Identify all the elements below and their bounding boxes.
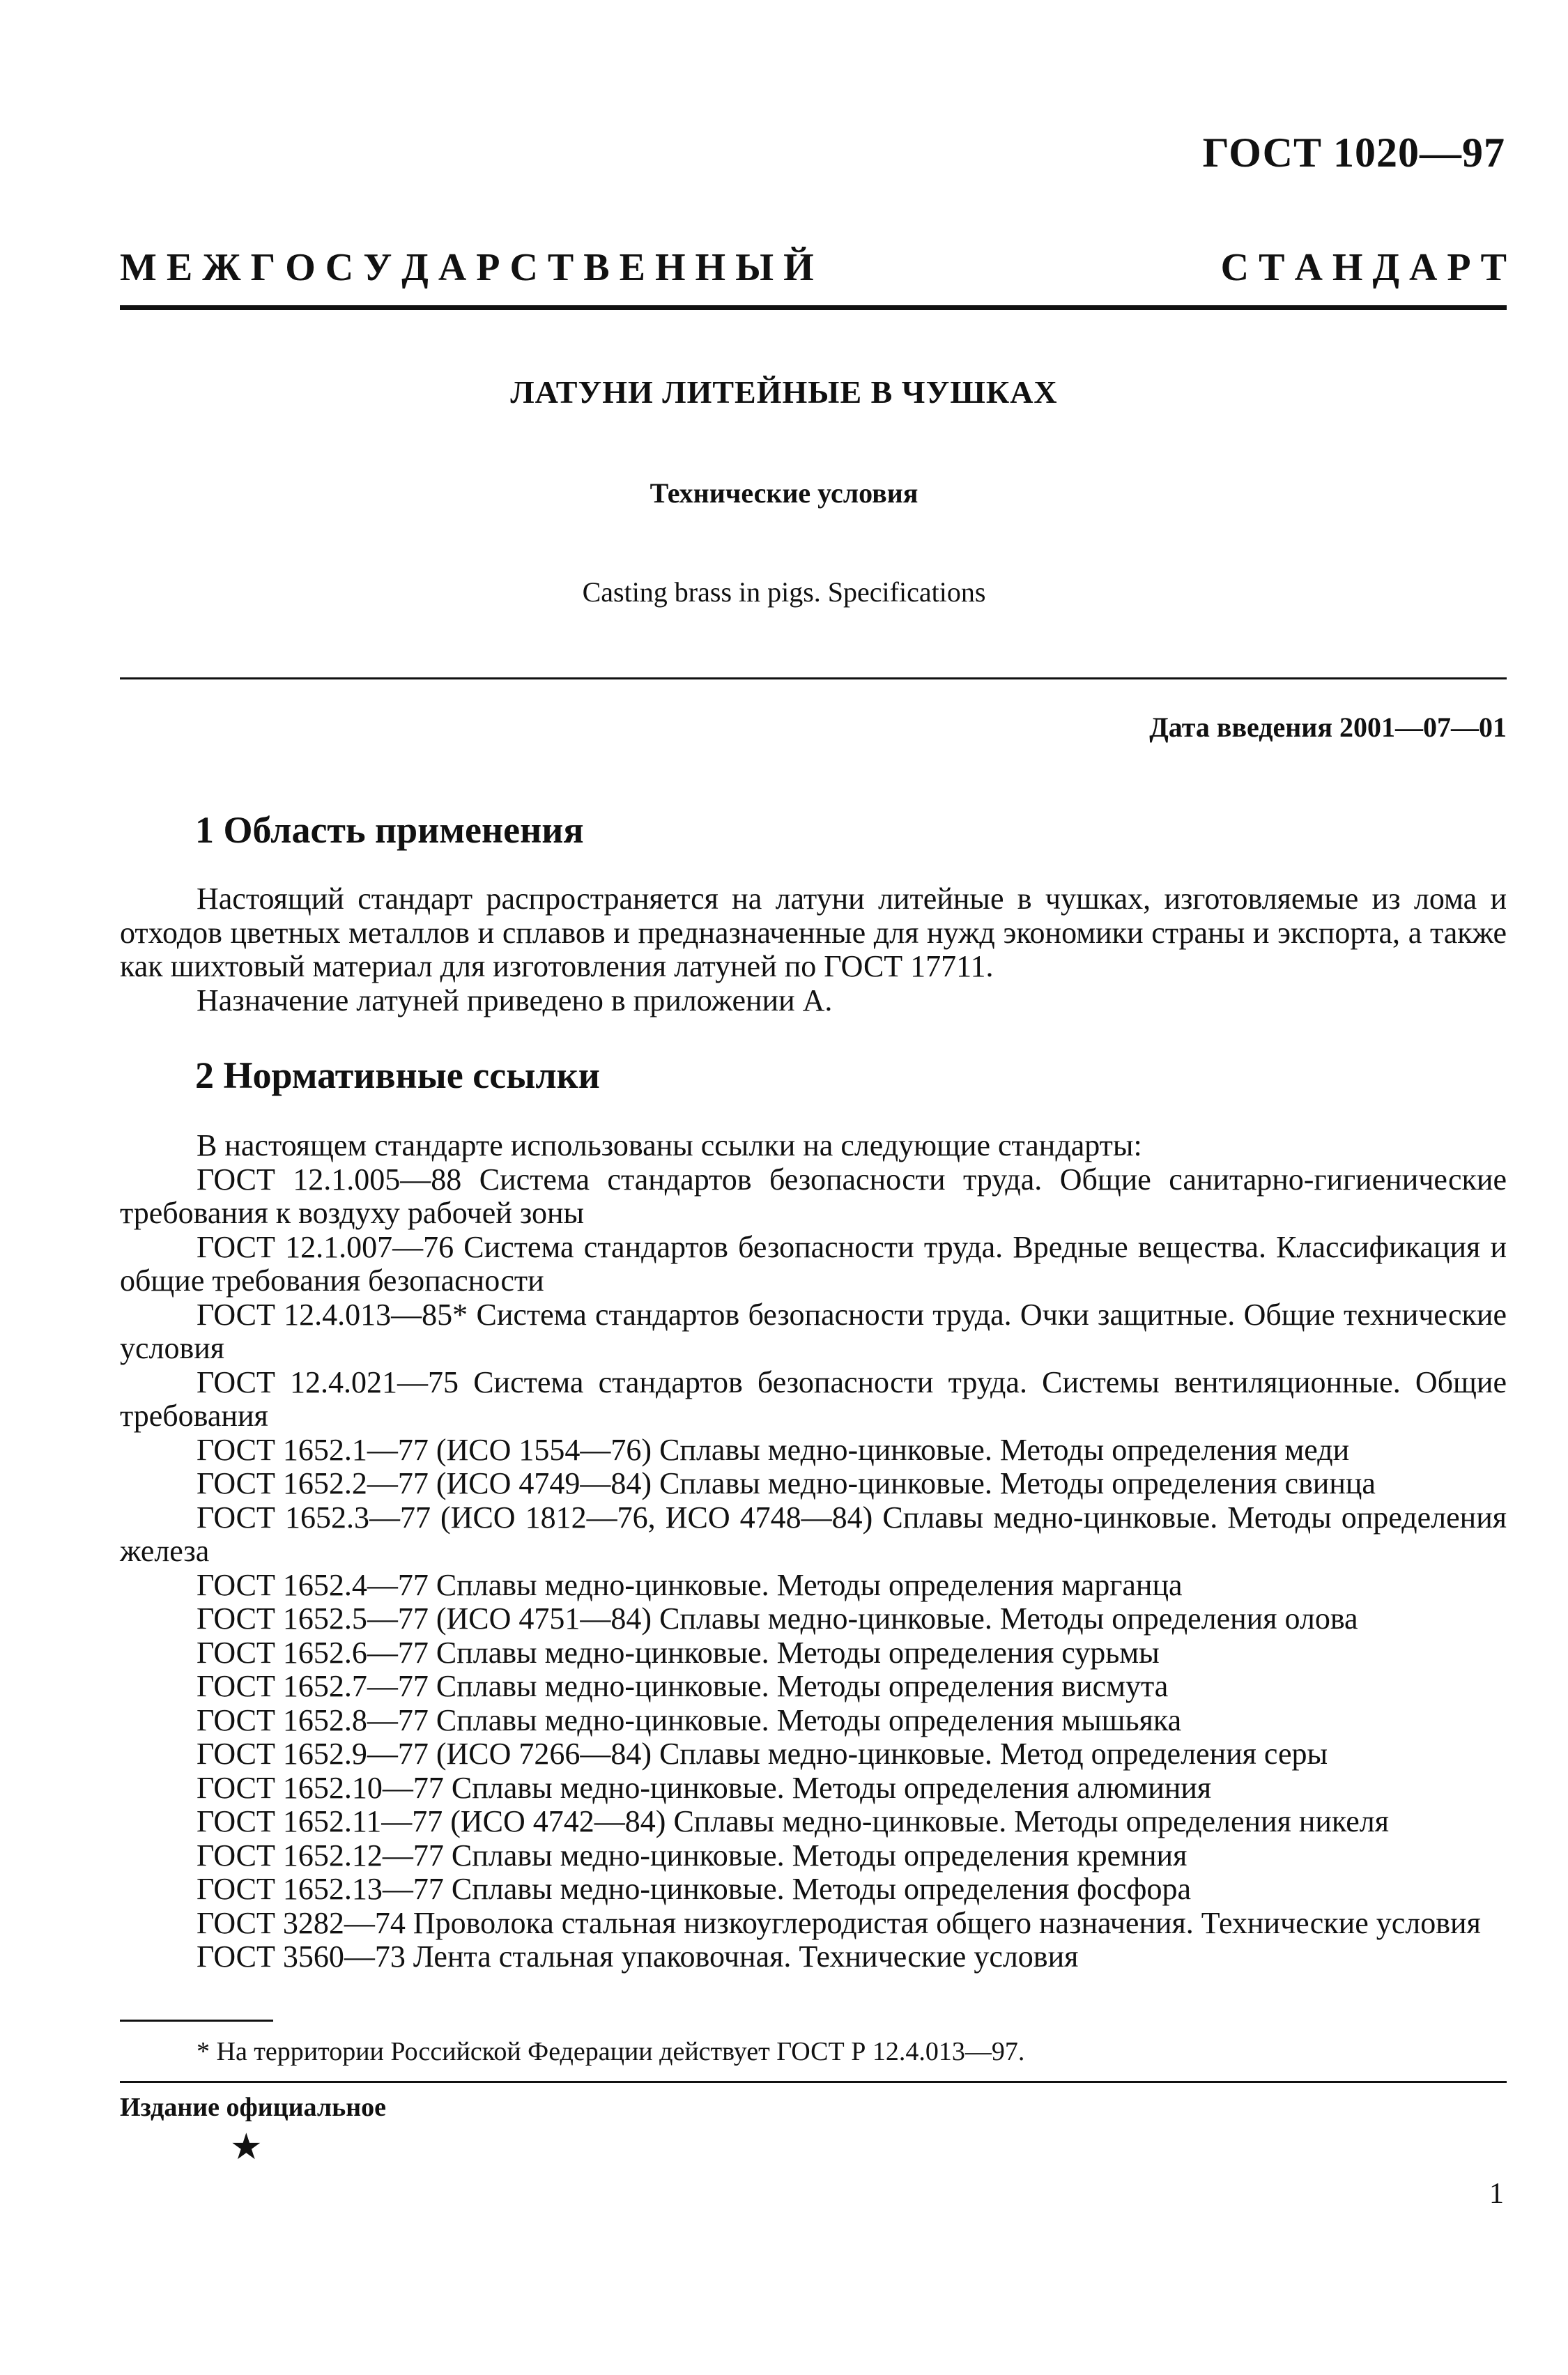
reference-item: ГОСТ 1652.2—77 (ИСО 4749—84) Сплавы медно-цинковые. Методы определения свинца [197,1466,1376,1500]
star-icon: ★ [230,2128,263,2167]
document-title: ЛАТУНИ ЛИТЕЙНЫЕ В ЧУШКАХ [510,374,1058,410]
reference-item: ГОСТ 1652.8—77 Сплавы медно-цинковые. Методы определения мышьяка [197,1703,1182,1737]
reference-item: ГОСТ 1652.11—77 (ИСО 4742—84) Сплавы медно-цинковые. Методы определения никеля [197,1804,1389,1838]
introduction-date: Дата введения 2001—07—01 [1149,712,1507,743]
reference-item: ГОСТ 12.4.021—75 Система стандартов безопасности труда. Системы вентиляционные. Общие требования [120,1365,1507,1433]
document-subtitle: Технические условия [650,477,918,509]
reference-item: ГОСТ 1652.1—77 (ИСО 1554—76) Сплавы медно-цинковые. Методы определения меди [197,1432,1350,1467]
reference-item: ГОСТ 12.1.005—88 Система стандартов безопасности труда. Общие санитарно-гигиенические требования к воздуху рабочей зоны [120,1162,1507,1230]
reference-item: ГОСТ 3282—74 Проволока стальная низкоуглеродистая общего назначения. Технические условия [197,1905,1481,1940]
standard-word: С Т А Н Д А Р Т [1220,246,1507,289]
interstate-standard-banner [120,245,1507,290]
reference-item: ГОСТ 1652.3—77 (ИСО 1812—76, ИСО 4748—84) Сплавы медно-цинковые. Методы определения железа [120,1500,1507,1568]
reference-item: ГОСТ 3560—73 Лента стальная упаковочная. Технические условия [197,1939,1079,1974]
section-heading-scope: 1 Область применения [195,809,584,851]
section-heading-references: 2 Нормативные ссылки [195,1054,600,1096]
paragraph: В настоящем стандарте использованы ссылки на следующие стандарты: [197,1128,1142,1162]
footer-divider [120,2081,1507,2083]
reference-item: ГОСТ 12.1.007—76 Система стандартов безопасности труда. Вредные вещества. Классификация и общие требования безопасности [120,1229,1507,1298]
reference-item: ГОСТ 1652.9—77 (ИСО 7266—84) Сплавы медно-цинковые. Метод определения серы [197,1737,1328,1771]
section-body-scope [120,882,1507,1017]
reference-item: ГОСТ 1652.6—77 Сплавы медно-цинковые. Методы определения сурьмы [197,1635,1160,1670]
reference-item: ГОСТ 1652.4—77 Сплавы медно-цинковые. Методы определения марганца [197,1567,1183,1602]
reference-item: ГОСТ 1652.13—77 Сплавы медно-цинковые. Методы определения фосфора [197,1872,1191,1906]
section-body-references [120,1129,1507,1974]
official-edition-label: Издание официальное [120,2093,387,2122]
header-divider [120,305,1507,310]
page-number: 1 [1489,2178,1504,2210]
reference-item: ГОСТ 1652.12—77 Сплавы медно-цинковые. Методы определения кремния [197,1838,1187,1873]
reference-item: ГОСТ 12.4.013—85* Система стандартов безопасности труда. Очки защитные. Общие технические условия [120,1297,1507,1365]
footnote-divider [120,2020,273,2022]
title-divider [120,677,1507,679]
paragraph: Назначение латуней приведено в приложении А. [197,983,833,1017]
paragraph: Настоящий стандарт распространяется на латуни литейные в чушках, изготовляемые из лома и отходов цветных металлов и сплавов и предназначенные для нужд экономики страны и экспорта, а также как шихтовый материал для изготовления латуней по ГОСТ 17711. [120,882,1507,983]
reference-item: ГОСТ 1652.10—77 Сплавы медно-цинковые. Методы определения алюминия [197,1770,1212,1805]
reference-item: ГОСТ 1652.7—77 Сплавы медно-цинковые. Методы определения висмута [197,1669,1169,1703]
reference-item: ГОСТ 1652.5—77 (ИСО 4751—84) Сплавы медно-цинковые. Методы определения олова [197,1601,1358,1636]
footnote: * На территории Российской Федерации действует ГОСТ Р 12.4.013—97. [197,2037,1025,2066]
interstate-word: М Е Ж Г О С У Д А Р С Т В Е Н Н Ы Й [120,246,814,289]
document-number: ГОСТ 1020—97 [1202,130,1505,176]
document-title-english: Casting brass in pigs. Specifications [582,576,986,608]
